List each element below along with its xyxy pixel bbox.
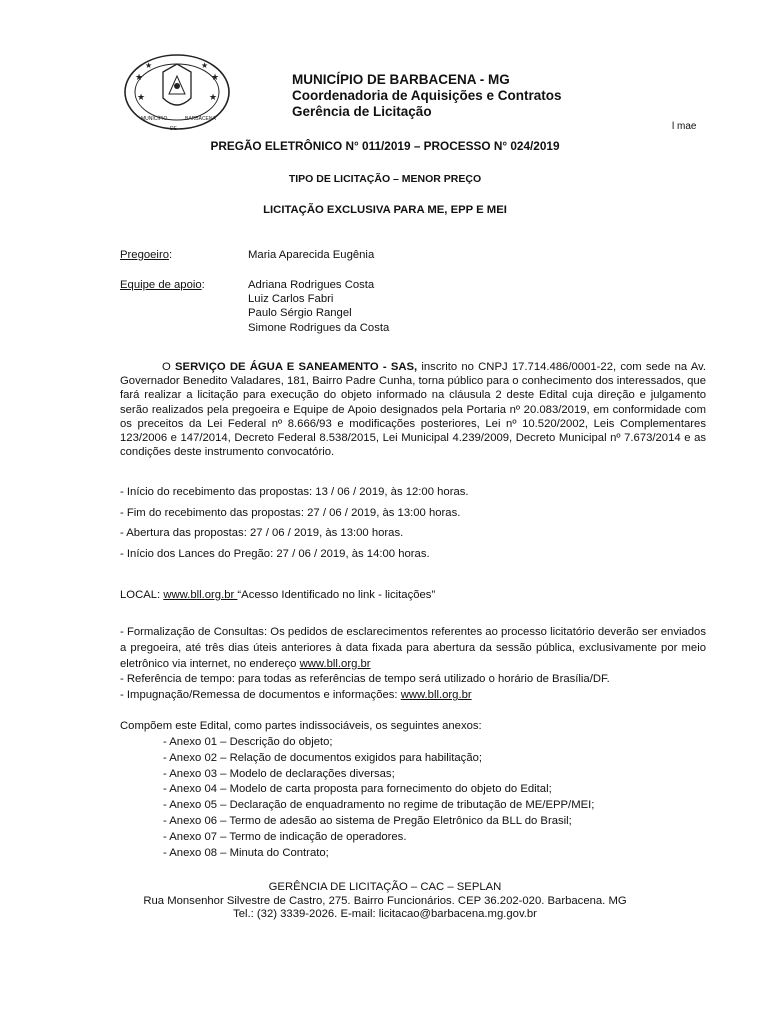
header-gerencia: Gerência de Licitação xyxy=(292,104,432,119)
schedule-list xyxy=(120,485,469,567)
footer-dept: GERÊNCIA DE LICITAÇÃO – CAC – SEPLAN xyxy=(268,881,502,893)
pregoeiro-name: Maria Aparecida Eugênia xyxy=(248,249,375,261)
svg-text:★: ★ xyxy=(211,72,220,82)
schedule-item: - Início do recebimento das propostas: 13 / 06 / 2019, às 12:00 horas. xyxy=(120,486,469,498)
svg-text:★: ★ xyxy=(145,61,153,70)
anexos-intro: Compõem este Edital, como partes indissociáveis, os seguintes anexos: xyxy=(120,720,482,732)
anexos-list xyxy=(163,735,594,861)
member-name: Paulo Sérgio Rangel xyxy=(248,307,352,320)
member-name: Adriana Rodrigues Costa xyxy=(248,279,375,291)
bll-link[interactable]: www.bll.org.br xyxy=(163,589,238,601)
svg-text:★: ★ xyxy=(135,72,144,82)
exclusive-notice: LICITAÇÃO EXCLUSIVA PARA ME, EPP E MEI xyxy=(263,204,507,216)
consultas-link[interactable]: www.bll.org.br xyxy=(299,657,371,670)
pregoeiro-label: Pregoeiro: xyxy=(120,249,173,261)
info-block: - Formalização de Consultas: Os pedidos de esclarecimentos referentes ao processo licitatório deverão ser enviados a pregoeira, até três dias úteis anteriores à data fixada para abertura da sessão pública, exclusivamente por meio eletrônico via internet, no endereço www.bll.org.br - Referência de tempo: para todas as referências de tempo será utilizado o horário de Brasília/DF. - Impugnação/Remessa de documentos e informações: www.bll.org.br xyxy=(120,626,706,702)
anexo-item: - Anexo 01 – Descrição do objeto; xyxy=(163,736,333,748)
equipe-members xyxy=(248,278,389,335)
footer-contact: Tel.: (32) 3339-2026. E-mail: licitacao@barbacena.mg.gov.br xyxy=(233,908,537,920)
svg-text:★: ★ xyxy=(209,92,218,102)
anexo-item: - Anexo 05 – Declaração de enquadramento no regime de tributação de ME/EPP/MEI; xyxy=(163,799,595,812)
equipe-label: Equipe de apoio: xyxy=(120,279,205,291)
local-line: LOCAL: www.bll.org.br “Acesso Identificado no link - licitações” xyxy=(120,589,436,601)
schedule-item: - Abertura das propostas: 27 / 06 / 2019, às 13:00 horas. xyxy=(120,527,404,539)
footer-address: Rua Monsenhor Silvestre de Castro, 275. Bairro Funcionários. CEP 36.202-020. Barbacena. MG xyxy=(143,894,627,907)
header-municipality: MUNICÍPIO DE BARBACENA - MG xyxy=(292,72,510,87)
svg-text:BARBACENA: BARBACENA xyxy=(185,116,216,122)
svg-text:DE: DE xyxy=(170,126,177,132)
member-name: Luiz Carlos Fabri xyxy=(248,293,334,306)
anexo-item: - Anexo 02 – Relação de documentos exigidos para habilitação; xyxy=(163,751,483,764)
anexo-item: - Anexo 03 – Modelo de declarações diversas; xyxy=(163,767,395,780)
document-title: PREGÃO ELETRÔNICO N° 011/2019 – PROCESSO N° 024/2019 xyxy=(210,139,560,153)
footer xyxy=(0,881,770,922)
schedule-item: - Fim do recebimento das propostas: 27 / 06 / 2019, às 13:00 horas. xyxy=(120,506,461,519)
svg-text:★: ★ xyxy=(137,92,146,102)
org-name: SERVIÇO DE ÁGUA E SANEAMENTO - SAS, xyxy=(175,361,418,373)
intro-paragraph: O SERVIÇO DE ÁGUA E SANEAMENTO - SAS, inscrito no CNPJ 17.714.486/0001-22, com sede na Av. Governador Benedito Valadares, 181, Bairro Padre Cunha, torna público para o conhecimento dos interessados, que fará realizar a licitação para execução do objeto informado na cláusula 2 deste Edital cuja direção e julgamento serão realizados pela pregoeira e Equipe de Apoio designados pela Portaria nº 20.083/2019, em conformidade com os preceitos da Lei Federal nº 8.666/93 e modificações posteriores, Lei nº 10.520/2002, Leis Complementares 123/2006 e 147/2014, Decreto Federal 8.538/2015, Lei Municipal 4.239/2009, Decreto Municipal nº 7.673/2014 e as condições deste instrumento convocatório. xyxy=(120,361,706,459)
impugnacao-link[interactable]: www.bll.org.br xyxy=(400,689,472,702)
schedule-item: - Início dos Lances do Pregão: 27 / 06 / 2019, às 14:00 horas. xyxy=(120,547,430,560)
tender-type: TIPO DE LICITAÇÃO – MENOR PREÇO xyxy=(288,173,482,185)
tempo-reference: - Referência de tempo: para todas as referências de tempo será utilizado o horário de Brasília/DF. xyxy=(120,673,610,686)
svg-text:★: ★ xyxy=(201,61,209,70)
anexo-item: - Anexo 08 – Minuta do Contrato; xyxy=(163,846,329,859)
svg-text:MUNICÍPIO: MUNICÍPIO xyxy=(141,116,168,122)
header-coordenadoria: Coordenadoria de Aquisições e Contratos xyxy=(292,88,562,103)
member-name: Simone Rodrigues da Costa xyxy=(248,321,390,334)
page-initials: l mae xyxy=(672,121,697,132)
anexo-item: - Anexo 06 – Termo de adesão ao sistema de Pregão Eletrônico da BLL do Brasil; xyxy=(163,814,572,827)
anexo-item: - Anexo 04 – Modelo de carta proposta para fornecimento do objeto do Edital; xyxy=(163,783,552,796)
municipal-seal-logo xyxy=(123,50,231,134)
anexo-item: - Anexo 07 – Termo de indicação de operadores. xyxy=(163,830,407,843)
